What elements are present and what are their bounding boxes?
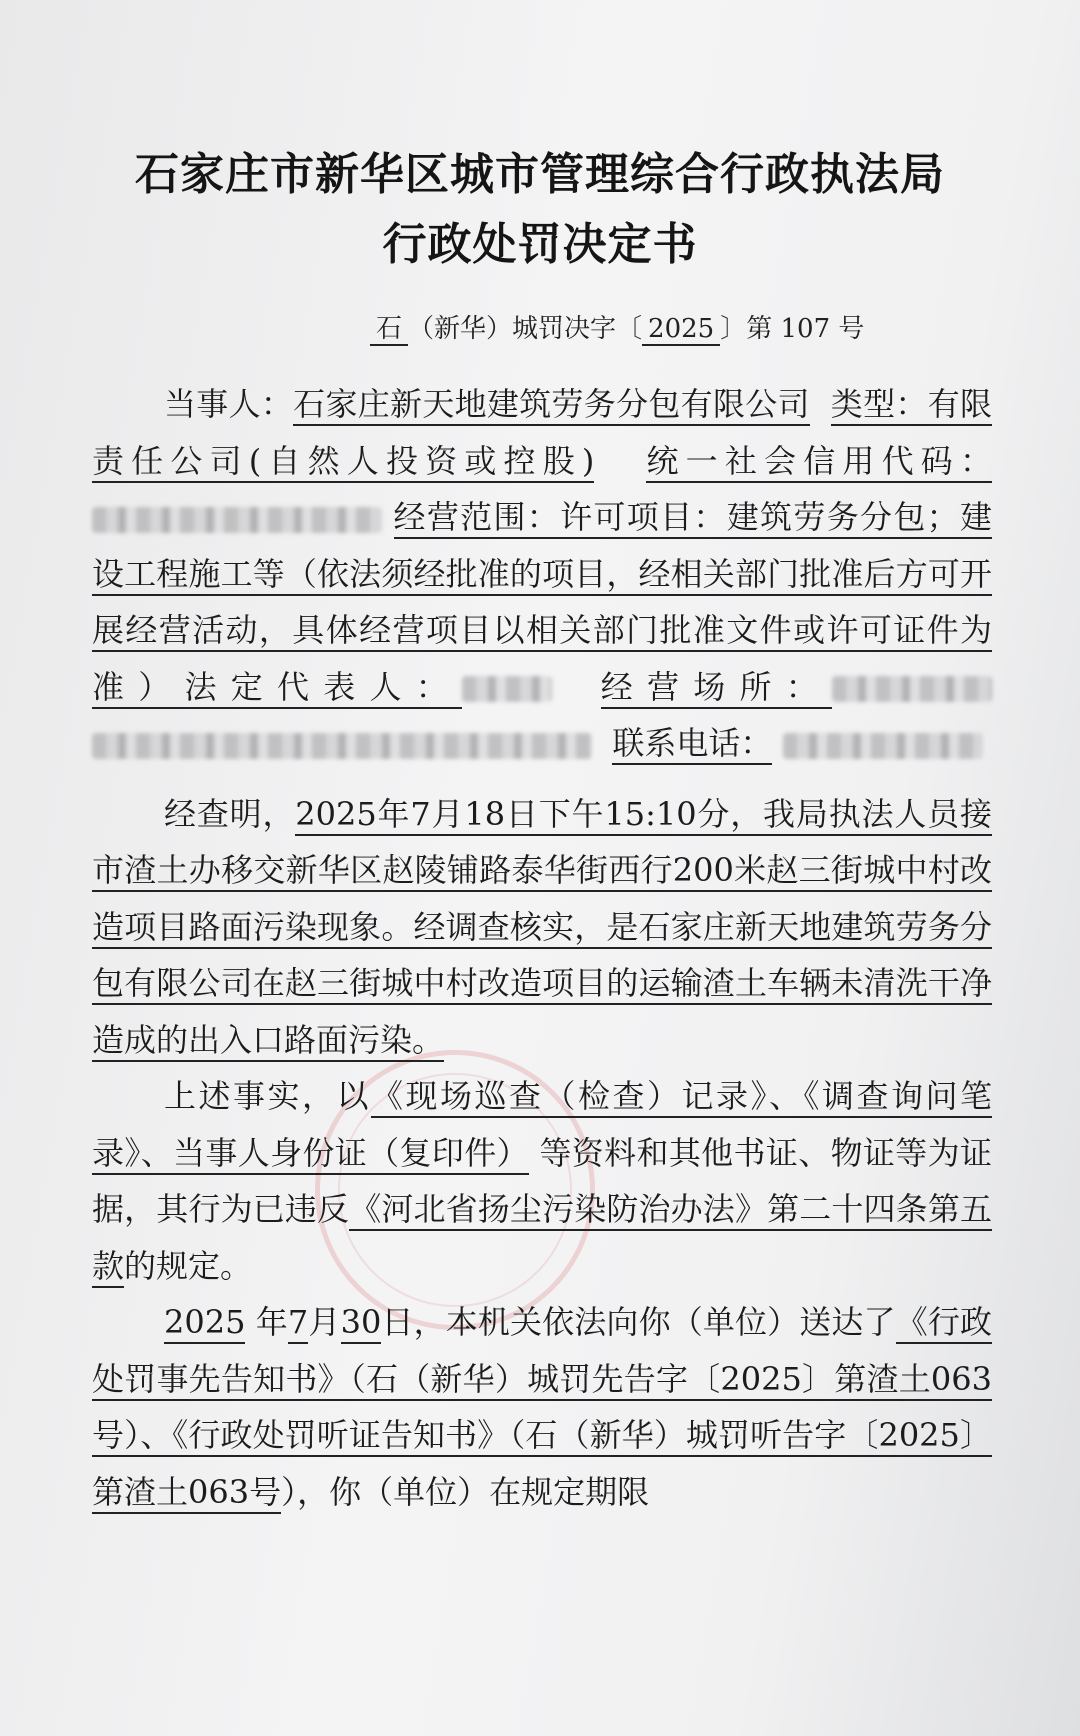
notice-day: 30 [341,1303,382,1344]
notice-tail: ），你（单位）在规定期限 [281,1472,650,1511]
credit-code-redacted [92,507,382,533]
doc-number-year: 2025 [642,314,720,346]
violated-law: 《河北省扬尘污染防治办法》第二十四条第五款 [92,1190,992,1288]
facts-paragraph [92,786,992,1069]
phone-label: 联系电话： [612,724,772,765]
party-paragraph [92,376,992,772]
doc-number-value: 107 [780,314,831,344]
notice-paragraph [92,1294,992,1520]
business-place-label: 经营场所： [601,668,832,709]
credit-code-label: 统一社会信用代码： [646,442,992,483]
doc-number-prefix: 石 [370,314,408,346]
evidence-mid: 等资料和其他书证、物证等为证据，其行为已违反 [92,1133,992,1228]
party-label: 当事人： [164,385,294,423]
notice-year-unit: 年 [255,1303,288,1341]
evidence-lead: 上述事实，以 [164,1077,371,1115]
party-name: 石家庄新天地建筑劳务分包有限公司 [293,385,810,426]
doc-number-middle2: 〕第 [720,314,773,344]
document-title: 行政处罚决定书 [382,219,698,270]
party-type-label: 类型： [831,385,928,426]
legal-rep-redacted [462,676,552,702]
document-body [92,376,992,1520]
facts-content: 2025年7月18日下午15:10分，我局执法人员接市渣土办移交新华区赵陵铺路泰华街西行200米赵三街城中村改造项目路面污染现象。经调查核实，是石家庄新天地建筑劳务分包有限公司在赵三街城中村改造项目的运输渣土车辆未清洗干净造成的出入口路面污染。 [92,795,992,1062]
notice-month: 7 [288,1303,308,1344]
business-place-redacted-2 [92,733,592,759]
notice-day-unit: 日，本机关依法向你（单位）送达了 [381,1303,896,1341]
issuer-title: 石家庄市新华区城市管理综合行政执法局 [135,149,945,200]
scope-label: 经营范围： [394,498,561,539]
evidence-docs: 《现场巡查（检查）记录》、《调查询问笔录》、当事人身份证（复印件） [92,1077,992,1175]
doc-number-middle: （新华）城罚决字〔 [408,314,643,344]
evidence-tail: 的规定。 [124,1246,253,1285]
phone-redacted [783,733,983,759]
party-type-value: 有限责任公司(自然人投资或控股) [92,385,992,483]
evidence-paragraph [92,1068,992,1294]
business-place-redacted-1 [832,676,992,702]
notice-docs: 《行政处罚事先告知书》（石（新华）城罚先告字〔2025〕第渣土063号）、《行政处罚听证告知书》（石（新华）城罚听告字〔2025〕第渣土063号 [92,1303,992,1514]
legal-rep-label: 法定代表人： [184,668,461,709]
notice-year: 2025 [164,1303,245,1344]
notice-month-unit: 月 [308,1303,341,1341]
document-number [370,308,864,345]
facts-lead: 经查明， [164,794,296,833]
doc-number-suffix: 号 [838,314,865,344]
scope-value: 许可项目：建筑劳务分包；建设工程施工等（依法须经批准的项目，经相关部门批准后方可开展经营活动，具体经营项目以相关部门批准文件或许可证件为准） [92,498,992,709]
